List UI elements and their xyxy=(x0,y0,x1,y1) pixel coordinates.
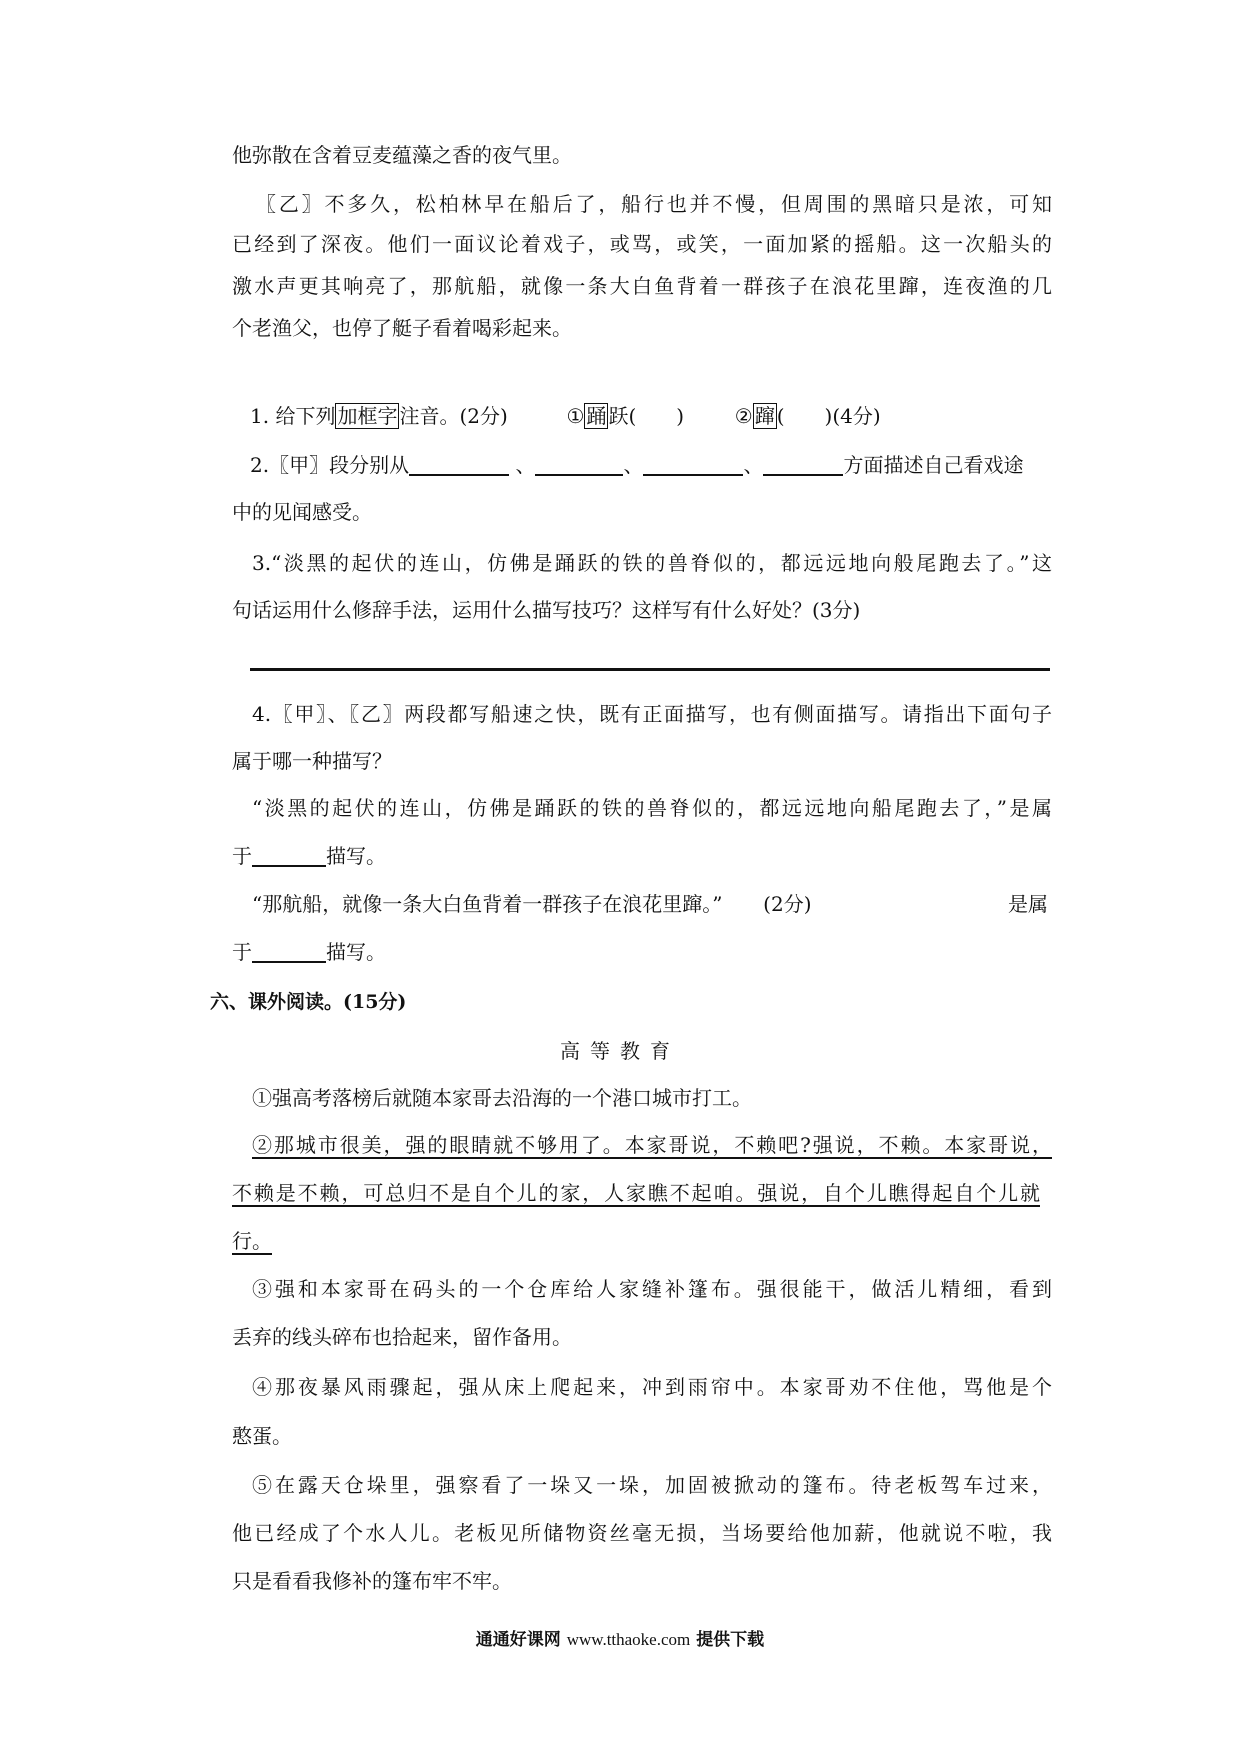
q4-s2-text: “那航船，就像一条大白鱼背着一群孩子在浪花里蹿。” xyxy=(252,892,723,916)
question-4-line-1: 4.〖甲〗、〖乙〗两段都写船速之快，既有正面描写，也有侧面描写。请指出下面句子 xyxy=(252,702,1052,726)
question-4-line-2: 属于哪一种描写？ xyxy=(232,749,392,773)
question-2 xyxy=(250,451,1070,479)
q1-item2-rest: ( )(4分) xyxy=(776,404,881,428)
q2-prefix: 2.〖甲〗段分别从 xyxy=(250,453,410,477)
q1-prefix: 1. 给下列 xyxy=(250,404,336,428)
q1-item1-char: 踊 xyxy=(586,404,607,428)
q4-s2-post: 描写。 xyxy=(326,940,386,964)
question-1 xyxy=(250,402,1070,430)
reading-p1: ①强高考落榜后就随本家哥去沿海的一个港口城市打工。 xyxy=(252,1086,752,1110)
q2-line-2: 中的见闻感受。 xyxy=(232,500,372,524)
q4-s2-pre: 于 xyxy=(232,940,252,964)
reading-p2-line-1: ②那城市很美，强的眼睛就不够用了。本家哥说，不赖吧?强说，不赖。本家哥说， xyxy=(252,1133,1052,1157)
passage-jia-end: 他弥散在含着豆麦蕴藻之香的夜气里。 xyxy=(232,143,572,167)
q2-blank-3[interactable] xyxy=(643,452,743,476)
footer-url[interactable]: www.tthaoke.com xyxy=(566,1630,691,1649)
passage-yi-line-2: 已经到了深夜。他们一面议论着戏子，或骂，或笑，一面加紧的摇船。这一次船头的 xyxy=(232,232,1052,256)
reading-p3-line-1: ③强和本家哥在码头的一个仓库给人家缝补篷布。强很能干，做活儿精细，看到 xyxy=(252,1277,1052,1301)
q1-item2-num: ② xyxy=(734,404,753,428)
q1-item1-rest: 跃( ) xyxy=(608,404,685,428)
q4-sentence-2-answer xyxy=(232,938,1052,966)
q2-sep-3: 、 xyxy=(743,453,764,477)
passage-yi-line-1: 〖乙〗不多久，松柏林早在船后了，船行也并不慢，但周围的黑暗只是浓，可知 xyxy=(256,192,1052,216)
q4-s1-post: 描写。 xyxy=(326,844,386,868)
reading-p2-line-2: 不赖是不赖，可总归不是自个儿的家，人家瞧不起咱。强说，自个儿瞧得起自个儿就 xyxy=(232,1181,1040,1205)
footer-tail: 提供下载 xyxy=(696,1630,765,1650)
q2-suffix: 方面描述自己看戏途 xyxy=(843,453,1024,477)
q2-blank-4[interactable] xyxy=(763,452,843,476)
q4-s1-pre: 于 xyxy=(232,844,252,868)
page-footer xyxy=(0,1628,1240,1652)
q1-item2-char: 蹿 xyxy=(754,404,775,428)
section-6-heading: 六、课外阅读。(15分) xyxy=(210,991,407,1013)
q4-blank-2[interactable] xyxy=(252,939,326,963)
reading-p5-line-2: 他已经成了个水人儿。老板见所储物资丝毫无损，当场要给他加薪，他就说不啦，我 xyxy=(232,1521,1052,1545)
reading-p5-line-1: ⑤在露天仓垛里，强察看了一垛又一垛，加固被掀动的篷布。待老板驾车过来， xyxy=(252,1473,1052,1497)
q2-blank-2[interactable] xyxy=(535,452,623,476)
q2-blank-1[interactable] xyxy=(409,452,509,476)
q4-sentence-1: “淡黑的起伏的连山，仿佛是踊跃的铁的兽脊似的，都远远地向船尾跑去了，”是属 xyxy=(252,796,1052,820)
reading-p4-line-1: ④那夜暴风雨骤起，强从床上爬起来，冲到雨帘中。本家哥劝不住他，骂他是个 xyxy=(252,1375,1052,1399)
question-3-line-1: 3.“淡黑的起伏的连山，仿佛是踊跃的铁的兽脊似的，都远远地向般尾跑去了。”这 xyxy=(252,551,1052,575)
q4-sentence-2 xyxy=(252,890,1072,918)
reading-title: 高等教育 xyxy=(560,1039,680,1063)
q4-s2-tail: 是属 xyxy=(1008,892,1048,916)
footer-site: 通通好课网 xyxy=(475,1630,561,1650)
q2-sep-1: 、 xyxy=(515,453,536,477)
question-3-line-2: 句话运用什么修辞手法，运用什么描写技巧？这样写有什么好处？(3分) xyxy=(232,598,861,622)
q1-boxed-words: 加框字 xyxy=(337,404,398,428)
q1-suffix: 注音。(2分) xyxy=(399,404,508,428)
reading-p5-line-3: 只是看看我修补的篷布牢不牢。 xyxy=(232,1569,512,1593)
q4-s2-score: (2分) xyxy=(763,892,812,916)
q4-sentence-1-answer xyxy=(232,842,1052,870)
passage-yi-line-3: 激水声更其响亮了，那航船，就像一条大白鱼背着一群孩子在浪花里蹿，连夜渔的几 xyxy=(232,274,1052,298)
q3-answer-line[interactable] xyxy=(250,668,1050,671)
reading-p2-line-3: 行。 xyxy=(232,1229,272,1253)
reading-p4-line-2: 憨蛋。 xyxy=(232,1424,292,1448)
q1-item1-num: ① xyxy=(566,404,585,428)
q2-sep-2: 、 xyxy=(623,453,644,477)
q4-blank-1[interactable] xyxy=(252,843,326,867)
reading-p3-line-2: 丢弃的线头碎布也拾起来，留作备用。 xyxy=(232,1325,572,1349)
passage-yi-line-4: 个老渔父，也停了艇子看着喝彩起来。 xyxy=(232,316,572,340)
